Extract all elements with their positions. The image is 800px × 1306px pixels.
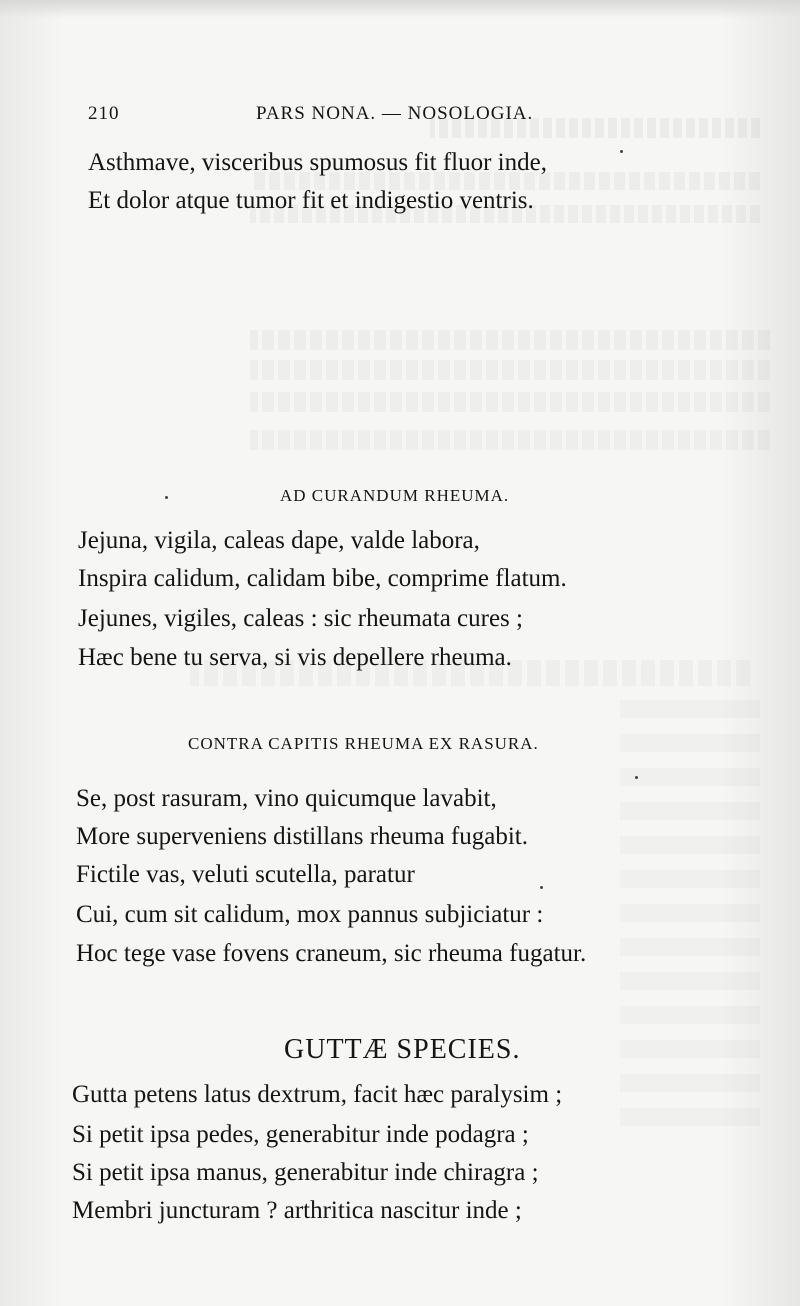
ink-speck [540, 886, 543, 889]
page-header [88, 103, 588, 131]
page-top-shadow [0, 0, 800, 18]
section-heading-contra-capitis-rheuma: CONTRA CAPITIS RHEUMA EX RASURA. [188, 734, 539, 753]
verse-line: Cui, cum sit calidum, mox pannus subjiciatur : [76, 901, 544, 928]
show-through-decoration [620, 700, 760, 1130]
verse-line: Si petit ipsa pedes, generabitur inde podagra ; [72, 1121, 529, 1148]
verse-line: Inspira calidum, calidam bibe, comprime flatum. [78, 565, 567, 592]
page-number: 210 [88, 103, 120, 124]
verse-line: More superveniens distillans rheuma fugabit. [76, 823, 528, 850]
ink-speck [165, 496, 168, 499]
verse-line: Si petit ipsa manus, generabitur inde chiragra ; [72, 1159, 539, 1186]
verse-line: Asthmave, visceribus spumosus fit fluor inde, [88, 149, 547, 176]
verse-line: Se, post rasuram, vino quicumque lavabit, [76, 785, 497, 812]
show-through-decoration [250, 330, 770, 350]
verse-line: Et dolor atque tumor fit et indigestio ventris. [88, 187, 534, 214]
verse-line: Gutta petens latus dextrum, facit hæc paralysim ; [72, 1081, 563, 1108]
verse-line: Jejunes, vigiles, caleas : sic rheumata cures ; [78, 605, 523, 632]
ink-speck [635, 776, 638, 779]
section-heading-guttae-species: GUTTÆ SPECIES. [284, 1034, 521, 1065]
verse-line: Hoc tege vase fovens craneum, sic rheuma fugatur. [76, 940, 587, 967]
verse-line: Membri juncturam ? arthritica nascitur inde ; [72, 1197, 522, 1224]
show-through-decoration [250, 392, 770, 412]
show-through-decoration [250, 360, 770, 380]
verse-line: Jejuna, vigila, caleas dape, valde labora, [78, 527, 480, 554]
show-through-decoration [250, 430, 770, 450]
section-heading-ad-curandum-rheuma: AD CURANDUM RHEUMA. [280, 486, 510, 505]
verse-line: Fictile vas, veluti scutella, paratur [76, 861, 415, 888]
ink-speck [620, 150, 623, 153]
running-title: PARS NONA. — NOSOLOGIA. [256, 103, 534, 124]
verse-line: Hæc bene tu serva, si vis depellere rheuma. [78, 644, 512, 671]
